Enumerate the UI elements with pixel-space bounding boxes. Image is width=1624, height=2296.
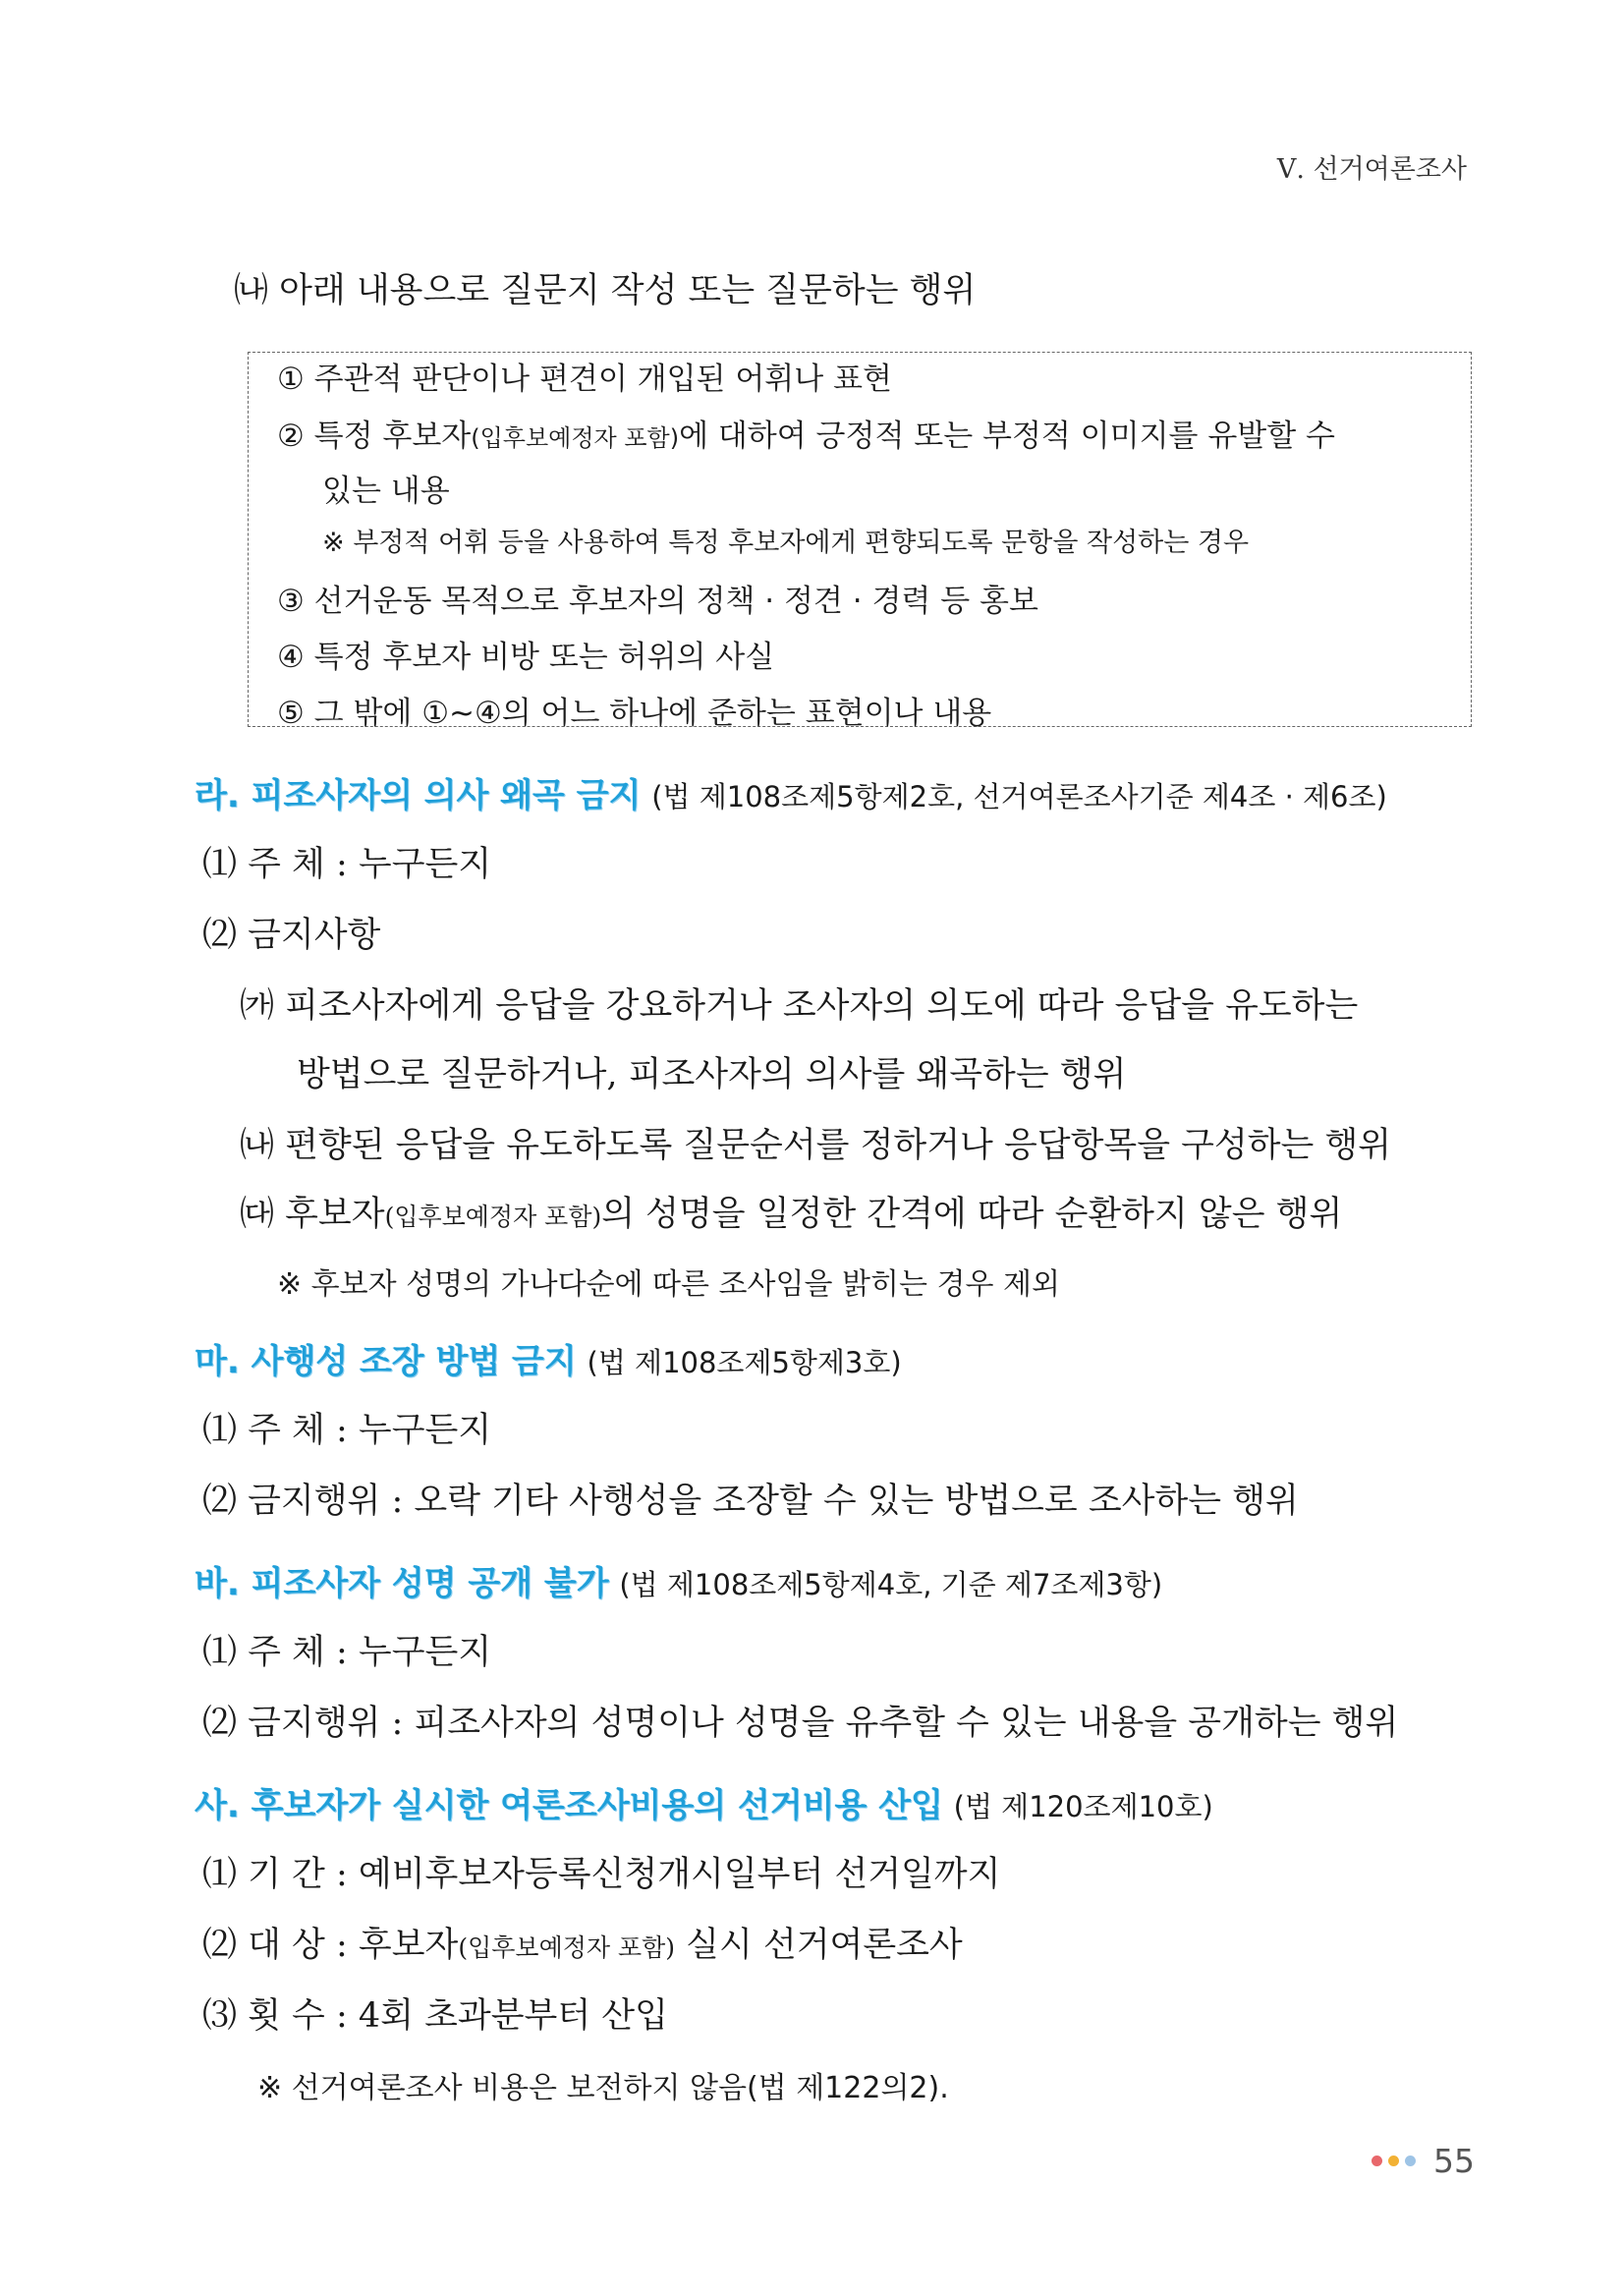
- section-ba-title: 바. 피조사자 성명 공개 불가: [195, 1564, 609, 1603]
- sa-item-3: ⑶ 횟 수 : 4회 초과분부터 산입: [202, 1996, 668, 2036]
- sa-note: ※ 선거여론조사 비용은 보전하지 않음(법 제122의2).: [257, 2071, 949, 2105]
- footer-dot-icon: [1405, 2156, 1416, 2166]
- ma-item-2: ⑵ 금지행위 : 오락 기타 사행성을 조장할 수 있는 방법으로 조사하는 행위: [202, 1482, 1299, 1521]
- footer-dot-icon: [1388, 2156, 1399, 2166]
- ma-item-1: ⑴ 주 체 : 누구든지: [202, 1411, 492, 1450]
- footer-dot-icon: [1372, 2156, 1382, 2166]
- page-number: 55: [1433, 2142, 1475, 2180]
- box-item-2: ② 특정 후보자(입후보예정자 포함)에 대하여 긍정적 또는 부정적 이미지를 유발할 수: [277, 419, 1335, 454]
- ra-item-1: ⑴ 주 체 : 누구든지: [202, 845, 492, 884]
- section-sa-heading: [195, 1778, 1213, 1826]
- section-ma-title: 마. 사행성 조장 방법 금지: [195, 1342, 577, 1381]
- box-item-1: ① 주관적 판단이나 편견이 개입된 어휘나 표현: [277, 362, 892, 397]
- intro-line: ㈏ 아래 내용으로 질문지 작성 또는 질문하는 행위: [234, 271, 977, 310]
- ra-item-2: ⑵ 금지사항: [202, 916, 381, 955]
- section-ra-title: 라. 피조사자의 의사 왜곡 금지: [195, 776, 642, 815]
- ba-item-1: ⑴ 주 체 : 누구든지: [202, 1633, 492, 1672]
- section-ma-ref: (법 제108조제5항제3호): [587, 1346, 902, 1379]
- section-sa-title: 사. 후보자가 실시한 여론조사비용의 선거비용 산입: [195, 1786, 943, 1825]
- sa-item-2: ⑵ 대 상 : 후보자(입후보예정자 포함) 실시 선거여론조사: [202, 1926, 963, 1965]
- ba-item-2: ⑵ 금지행위 : 피조사자의 성명이나 성명을 유추할 수 있는 내용을 공개하는 행위: [202, 1704, 1399, 1743]
- section-ba-heading: [195, 1556, 1162, 1604]
- box-item-3: ③ 선거운동 목적으로 후보자의 정책 · 정견 · 경력 등 홍보: [277, 584, 1038, 619]
- sa-item-1: ⑴ 기 간 : 예비후보자등록신청개시일부터 선거일까지: [202, 1855, 1001, 1894]
- running-header: Ⅴ. 선거여론조사: [1276, 154, 1467, 185]
- ra-item-ga-2: 방법으로 질문하거나, 피조사자의 의사를 왜곡하는 행위: [297, 1055, 1127, 1094]
- box-item-5: ⑤ 그 밖에 ①~④의 어느 하나에 준하는 표현이나 내용: [277, 696, 992, 731]
- ra-item-ga-1: ㈎ 피조사자에게 응답을 강요하거나 조사자의 의도에 따라 응답을 유도하는: [240, 986, 1359, 1026]
- ra-note: ※ 후보자 성명의 가나다순에 따른 조사임을 밝히는 경우 제외: [277, 1267, 1060, 1302]
- page-footer: [1372, 2142, 1475, 2180]
- section-ra-ref: (법 제108조제5항제2호, 선거여론조사기준 제4조 · 제6조): [651, 780, 1387, 813]
- section-ra-heading: [195, 768, 1387, 816]
- section-sa-ref: (법 제120조제10호): [953, 1790, 1213, 1823]
- box-item-2-note: ※ 부정적 어휘 등을 사용하여 특정 후보자에게 편향되도록 문항을 작성하는 경우: [322, 528, 1250, 558]
- box-item-4: ④ 특정 후보자 비방 또는 허위의 사실: [277, 640, 775, 675]
- section-ba-ref: (법 제108조제5항제4호, 기준 제7조제3항): [619, 1568, 1163, 1601]
- box-item-2-cont: 있는 내용: [322, 474, 450, 509]
- ra-item-na: ㈏ 편향된 응답을 유도하도록 질문순서를 정하거나 응답항목을 구성하는 행위: [240, 1126, 1392, 1165]
- ra-item-da: ㈐ 후보자(입후보예정자 포함)의 성명을 일정한 간격에 따라 순환하지 않은 행위: [240, 1195, 1343, 1234]
- section-ma-heading: [195, 1334, 902, 1382]
